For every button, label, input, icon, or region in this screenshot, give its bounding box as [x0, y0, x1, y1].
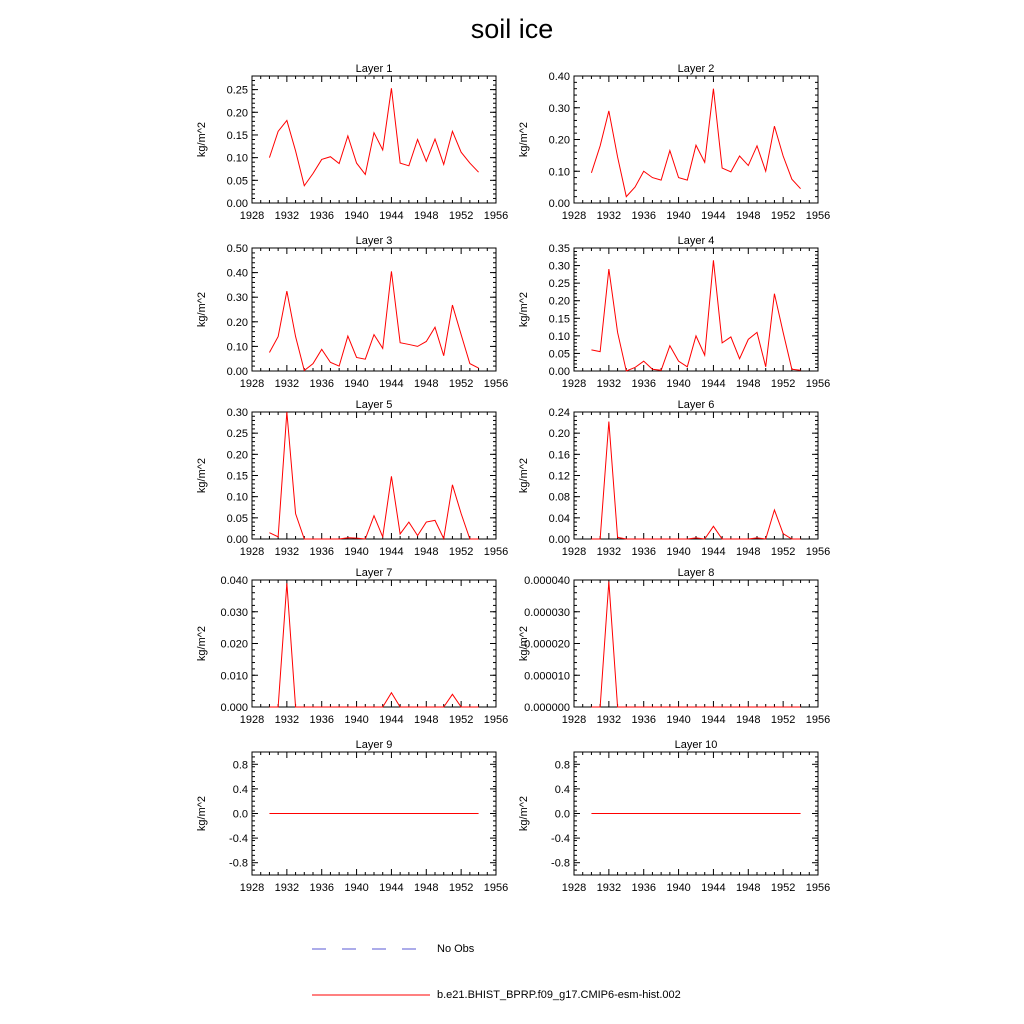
series-line: [591, 582, 800, 707]
x-tick-label: 1956: [805, 546, 831, 558]
series-line: [269, 271, 478, 370]
y-tick-label: 0.8: [232, 759, 248, 772]
y-tick-label: 0.24: [548, 407, 570, 419]
y-tick-label: 0.00: [226, 534, 248, 546]
y-tick-label: 0.20: [226, 107, 248, 120]
x-tick-label: 1928: [561, 378, 587, 390]
y-axis-label: kg/m^2: [196, 625, 208, 662]
x-tick-label: 1940: [344, 882, 369, 894]
x-tick-label: 1944: [701, 210, 726, 222]
x-tick-label: 1948: [414, 378, 439, 390]
y-tick-label: 0.25: [226, 428, 248, 441]
x-tick-label: 1932: [596, 378, 622, 390]
y-tick-label: 0.25: [226, 84, 248, 97]
panel-title: Layer 5: [355, 399, 393, 411]
x-tick-label: 1940: [344, 210, 369, 222]
x-tick-label: 1940: [666, 882, 691, 894]
y-tick-label: 0.010: [220, 670, 248, 683]
panel-title: Layer 2: [677, 63, 715, 75]
x-tick-label: 1956: [805, 210, 831, 222]
x-tick-label: 1956: [483, 210, 509, 222]
legend-model-label: b.e21.BHIST_BPRP.f09_g17.CMIP6-esm-hist.002: [437, 989, 681, 1001]
y-axis-label: kg/m^2: [518, 291, 530, 328]
x-tick-label: 1928: [561, 210, 587, 222]
y-tick-label: 0.20: [226, 449, 248, 462]
y-tick-label: 0.25: [548, 278, 570, 291]
x-tick-label: 1952: [770, 546, 796, 558]
x-tick-label: 1956: [805, 714, 831, 726]
x-tick-label: 1928: [239, 546, 265, 558]
chart-panel-7: [196, 567, 508, 726]
y-tick-label: 0.0: [232, 808, 248, 821]
y-tick-label: 0.00: [226, 198, 248, 210]
y-tick-label: 0.12: [548, 470, 570, 483]
series-line: [591, 422, 800, 539]
chart-panel-6: [518, 399, 830, 558]
x-tick-label: 1944: [701, 882, 726, 894]
y-tick-label: 0.00: [548, 534, 570, 546]
y-tick-label: 0.30: [226, 407, 248, 419]
x-tick-label: 1932: [274, 378, 300, 390]
x-tick-label: 1936: [631, 210, 656, 222]
y-tick-label: 0.15: [226, 129, 248, 142]
x-tick-label: 1932: [596, 882, 622, 894]
chart-panel-2: [518, 63, 830, 222]
series-line: [591, 260, 800, 371]
y-tick-label: 0.20: [226, 316, 248, 329]
x-tick-label: 1944: [379, 378, 404, 390]
x-tick-label: 1932: [274, 882, 300, 894]
x-tick-label: 1928: [239, 378, 265, 390]
x-tick-label: 1936: [631, 714, 656, 726]
x-tick-label: 1952: [770, 882, 796, 894]
x-tick-label: 1936: [631, 378, 656, 390]
y-tick-label: 0.40: [226, 267, 248, 280]
x-tick-label: 1940: [666, 210, 691, 222]
x-tick-label: 1940: [666, 546, 691, 558]
y-tick-label: 0.10: [226, 341, 248, 354]
chart-panel-4: [518, 235, 830, 390]
x-tick-label: 1948: [414, 882, 439, 894]
plot-frame: [574, 580, 818, 707]
plot-frame: [252, 580, 496, 707]
x-tick-label: 1940: [666, 714, 691, 726]
y-tick-label: 0.000030: [524, 606, 570, 619]
x-tick-label: 1952: [770, 714, 796, 726]
y-tick-label: 0.30: [548, 102, 570, 115]
panel-title: Layer 1: [355, 63, 393, 75]
y-tick-label: 0.040: [220, 575, 248, 587]
chart-panel-5: [196, 399, 508, 558]
x-tick-label: 1940: [344, 546, 369, 558]
y-tick-label: 0.030: [220, 606, 248, 619]
x-tick-label: 1932: [596, 714, 622, 726]
x-tick-label: 1952: [770, 210, 796, 222]
x-tick-label: 1932: [596, 546, 622, 558]
x-tick-label: 1932: [274, 546, 300, 558]
x-tick-label: 1944: [701, 546, 726, 558]
y-tick-label: 0.10: [548, 330, 570, 343]
y-tick-label: -0.4: [229, 833, 248, 846]
x-tick-label: 1952: [448, 546, 474, 558]
x-tick-label: 1952: [448, 378, 474, 390]
x-tick-label: 1956: [805, 378, 831, 390]
y-tick-label: 0.000020: [524, 638, 570, 651]
x-tick-label: 1944: [379, 882, 404, 894]
y-tick-label: 0.40: [548, 71, 570, 83]
y-tick-label: 0.10: [226, 152, 248, 165]
x-tick-label: 1948: [736, 546, 761, 558]
series-line: [591, 89, 800, 197]
x-tick-label: 1936: [309, 546, 334, 558]
x-tick-label: 1944: [701, 378, 726, 390]
x-tick-label: 1936: [309, 378, 334, 390]
x-tick-label: 1948: [414, 546, 439, 558]
y-axis-label: kg/m^2: [196, 457, 208, 494]
y-tick-label: 0.00: [548, 366, 570, 378]
plot-frame: [252, 248, 496, 371]
x-tick-label: 1928: [239, 882, 265, 894]
series-line: [269, 583, 478, 707]
x-tick-label: 1944: [379, 546, 404, 558]
y-tick-label: 0.50: [226, 243, 248, 255]
y-tick-label: -0.4: [551, 833, 570, 846]
y-tick-label: 0.4: [232, 783, 248, 796]
chart-panel-1: [196, 63, 508, 222]
panel-title: Layer 9: [355, 739, 393, 751]
y-tick-label: 0.8: [554, 759, 570, 772]
y-tick-label: 0.000040: [524, 575, 570, 587]
x-tick-label: 1936: [309, 210, 334, 222]
y-tick-label: 0.10: [226, 491, 248, 504]
x-tick-label: 1928: [561, 714, 587, 726]
panel-title: Layer 4: [677, 235, 715, 247]
x-tick-label: 1936: [309, 882, 334, 894]
y-tick-label: -0.8: [229, 857, 248, 870]
y-tick-label: 0.000010: [524, 670, 570, 683]
legend-obs-label: No Obs: [437, 943, 475, 955]
series-line: [269, 88, 478, 186]
y-tick-label: 0.16: [548, 449, 570, 462]
y-tick-label: -0.8: [551, 857, 570, 870]
x-tick-label: 1948: [414, 714, 439, 726]
x-tick-label: 1940: [344, 714, 369, 726]
panel-title: Layer 8: [677, 567, 715, 579]
x-tick-label: 1956: [483, 378, 509, 390]
x-tick-label: 1932: [274, 714, 300, 726]
y-tick-label: 0.020: [220, 638, 248, 651]
y-tick-label: 0.0: [554, 808, 570, 821]
x-tick-label: 1956: [805, 882, 831, 894]
x-tick-label: 1928: [561, 546, 587, 558]
y-tick-label: 0.00: [226, 366, 248, 378]
x-tick-label: 1944: [701, 714, 726, 726]
y-axis-label: kg/m^2: [518, 121, 530, 158]
page-title: soil ice: [470, 14, 554, 44]
panel-title: Layer 7: [355, 567, 393, 579]
x-tick-label: 1952: [770, 378, 796, 390]
y-tick-label: 0.10: [548, 166, 570, 179]
y-tick-label: 0.08: [548, 491, 570, 504]
y-axis-label: kg/m^2: [196, 291, 208, 328]
x-tick-label: 1956: [483, 882, 509, 894]
y-tick-label: 0.35: [548, 243, 570, 255]
y-tick-label: 0.000: [220, 702, 248, 714]
y-tick-label: 0.30: [548, 260, 570, 273]
plot-frame: [574, 248, 818, 371]
x-tick-label: 1940: [344, 378, 369, 390]
x-tick-label: 1944: [379, 210, 404, 222]
y-tick-label: 0.20: [548, 295, 570, 308]
y-axis-label: kg/m^2: [518, 795, 530, 832]
chart-panel-8: [518, 567, 830, 726]
y-tick-label: 0.05: [226, 175, 248, 188]
y-axis-label: kg/m^2: [518, 457, 530, 494]
y-tick-label: 0.15: [226, 470, 248, 483]
panel-title: Layer 10: [674, 739, 718, 751]
x-tick-label: 1948: [736, 714, 761, 726]
y-tick-label: 0.04: [548, 512, 570, 525]
x-tick-label: 1932: [274, 210, 300, 222]
y-tick-label: 0.30: [226, 292, 248, 305]
plot-frame: [252, 76, 496, 203]
y-tick-label: 0.4: [554, 783, 570, 796]
x-tick-label: 1932: [596, 210, 622, 222]
x-tick-label: 1952: [448, 714, 474, 726]
y-tick-label: 0.15: [548, 313, 570, 326]
y-tick-label: 0.05: [548, 348, 570, 361]
y-tick-label: 0.05: [226, 512, 248, 525]
chart-panel-3: [196, 235, 508, 390]
y-axis-label: kg/m^2: [196, 795, 208, 832]
x-tick-label: 1948: [736, 378, 761, 390]
x-tick-label: 1948: [414, 210, 439, 222]
x-tick-label: 1944: [379, 714, 404, 726]
y-tick-label: 0.20: [548, 134, 570, 147]
y-tick-label: 0.00: [548, 198, 570, 210]
x-tick-label: 1956: [483, 714, 509, 726]
x-tick-label: 1948: [736, 882, 761, 894]
chart-panel-10: [518, 739, 830, 894]
plot-frame: [574, 412, 818, 539]
series-line: [269, 412, 478, 539]
y-axis-label: kg/m^2: [196, 121, 208, 158]
y-axis-label: kg/m^2: [518, 625, 530, 662]
x-tick-label: 1936: [631, 546, 656, 558]
x-tick-label: 1952: [448, 210, 474, 222]
x-tick-label: 1928: [239, 210, 265, 222]
x-tick-label: 1936: [631, 882, 656, 894]
panel-title: Layer 6: [677, 399, 715, 411]
x-tick-label: 1936: [309, 714, 334, 726]
x-tick-label: 1952: [448, 882, 474, 894]
x-tick-label: 1956: [483, 546, 509, 558]
plot-frame: [574, 76, 818, 203]
x-tick-label: 1940: [666, 378, 691, 390]
x-tick-label: 1948: [736, 210, 761, 222]
x-tick-label: 1928: [561, 882, 587, 894]
chart-panel-9: [196, 739, 508, 894]
y-tick-label: 0.000000: [524, 702, 570, 714]
y-tick-label: 0.20: [548, 428, 570, 441]
x-tick-label: 1928: [239, 714, 265, 726]
panel-title: Layer 3: [355, 235, 393, 247]
